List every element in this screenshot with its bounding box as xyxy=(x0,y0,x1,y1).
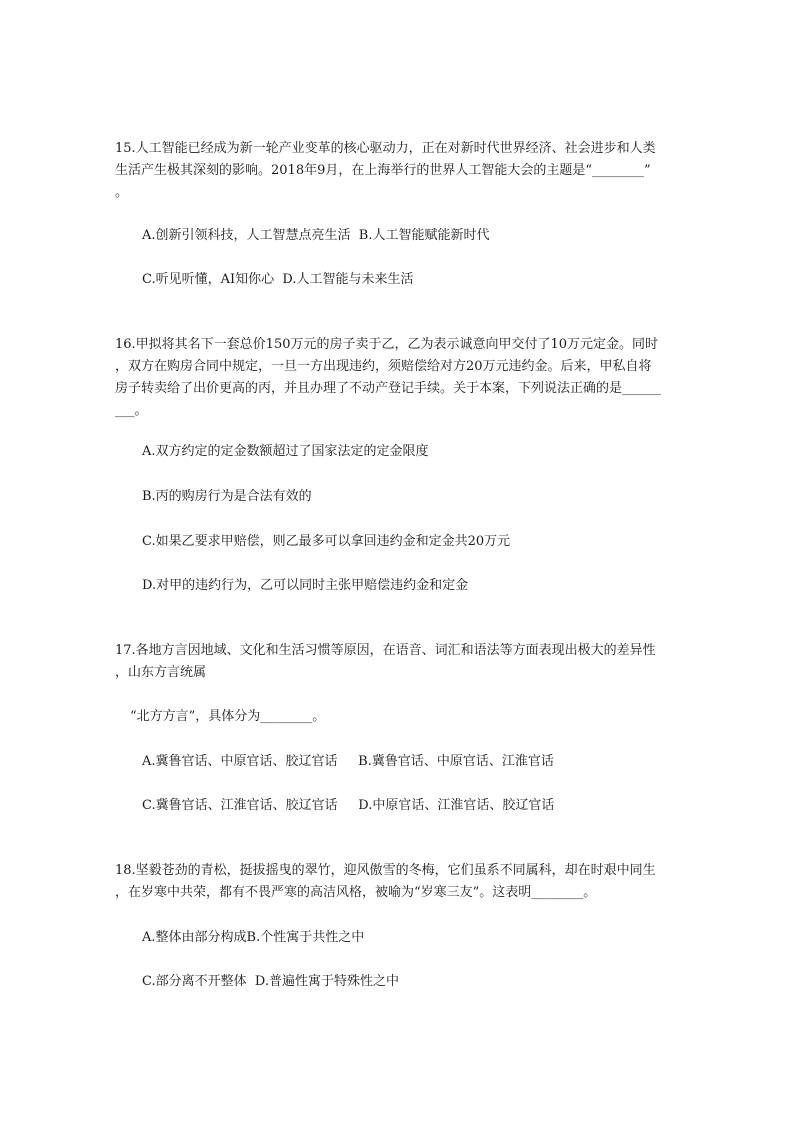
option-line: B.丙的购房行为是合法有效的 xyxy=(142,489,312,504)
question-text-line: ，在岁寒中共荣，都有不畏严寒的高洁风格，被喻为“岁寒三友”。这表明________。 xyxy=(115,885,597,900)
option-line: C.冀鲁官话、江淮官话、胶辽官话 D.中原官话、江淮官话、胶辽官话 xyxy=(142,798,555,813)
question-text-line: ，山东方言统属 xyxy=(115,665,207,680)
question-continuation: “北方方言”，具体分为________。 xyxy=(130,709,326,724)
question-text-line: ，双方在购房合同中规定，一旦一方出现违约，须赔偿给对方20万元违约金。后来，甲私自将 xyxy=(115,359,652,374)
question-text-line: 18.坚毅苍劲的青松，挺拔摇曳的翠竹，迎风傲雪的冬梅，它们虽系不同属科，却在时艰中同生 xyxy=(115,863,656,878)
option-line: A.双方约定的定金数额超过了国家法定的定金限度 xyxy=(142,444,429,459)
question-text-line: 16.甲拟将其名下一套总价150万元的房子卖于乙，乙为表示诚意向甲交付了10万元定金。同时 xyxy=(115,337,659,352)
option-line: C.听见听懂，AI知你心 D.人工智能与未来生活 xyxy=(142,272,414,287)
question-text-line: 生活产生极其深刻的影响。2018年9月，在上海举行的世界人工智能大会的主题是“________” xyxy=(115,163,651,178)
option-line: C.部分离不开整体 D.普遍性寓于特殊性之中 xyxy=(142,974,399,989)
option-line: C.如果乙要求甲赔偿，则乙最多可以拿回违约金和定金共20万元 xyxy=(142,534,511,549)
question-text-line: 17.各地方言因地域、文化和生活习惯等原因，在语音、词汇和语法等方面表现出极大的差异性 xyxy=(115,643,656,658)
question-text-line: 。 xyxy=(115,185,129,200)
question-text-line: 15.人工智能已经成为新一轮产业变革的核心驱动力，正在对新时代世界经济、社会进步和人类 xyxy=(115,141,656,156)
question-text-line: ___。 xyxy=(115,403,148,418)
option-line: A.整体由部分构成B.个性寓于共性之中 xyxy=(142,930,365,945)
option-line: A.冀鲁官话、中原官话、胶辽官话 B.冀鲁官话、中原官话、江淮官话 xyxy=(142,754,554,769)
option-line: D.对甲的违约行为，乙可以同时主张甲赔偿违约金和定金 xyxy=(142,578,469,593)
option-line: A.创新引领科技，人工智慧点亮生活 B.人工智能赋能新时代 xyxy=(142,228,490,243)
question-text-line: 房子转卖给了出价更高的丙，并且办理了不动产登记手续。关于本案，下列说法正确的是______ xyxy=(115,381,662,396)
